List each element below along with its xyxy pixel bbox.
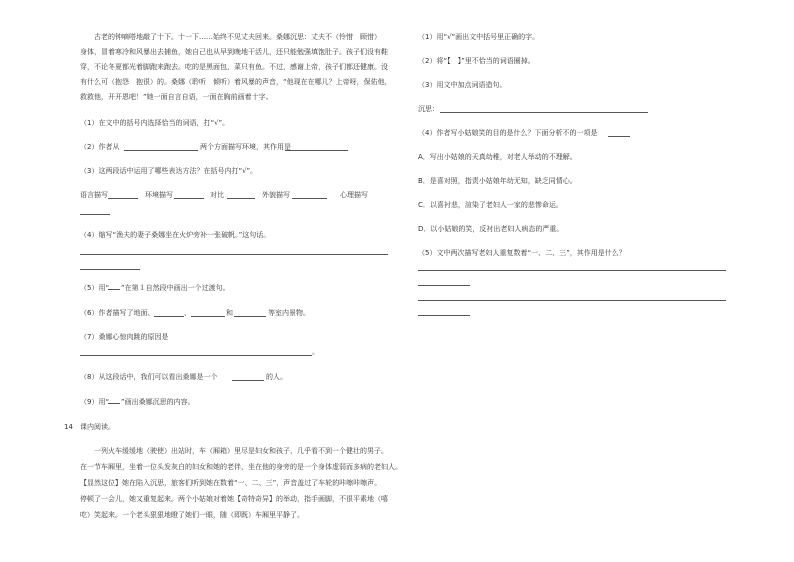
answer-blank[interactable] bbox=[108, 198, 138, 199]
answer-blank[interactable] bbox=[227, 198, 255, 199]
answer-line[interactable] bbox=[440, 112, 648, 113]
question-7: （7）桑娜心惊肉跳的原因是 bbox=[80, 333, 169, 341]
answer-line[interactable] bbox=[418, 300, 726, 301]
option-appearance: 外貌描写 bbox=[262, 191, 290, 199]
question-3: （3）这两段话中运用了哪些表达方法？在括号内打“√”。 bbox=[80, 167, 258, 175]
question-6-and: 和 bbox=[226, 309, 233, 317]
answer-blank[interactable] bbox=[108, 289, 120, 290]
answer-blank[interactable] bbox=[232, 380, 264, 381]
question-14-title: 课内阅读。 bbox=[80, 423, 115, 431]
passage2-line: 停顿了一会儿，她又重复起来。两个小姑娘对着她【奇特奇异】的举动，指手画脚，不很平素地（嘻 bbox=[80, 495, 388, 503]
question-6-prefix: （6）作者描写了地面、 bbox=[80, 309, 155, 317]
passage2-line: 在一节车厢里，坐着一位头发灰白的妇女和她的老伴，坐在他的身旁的是一个身体虚弱而多病的老妇人。 bbox=[80, 463, 402, 471]
option-a: A．写出小姑娘的天真幼稚，对老人举动的不理解。 bbox=[418, 153, 577, 161]
option-contrast: 对比 bbox=[210, 191, 224, 199]
question-6-suffix: 等室内景物。 bbox=[268, 309, 310, 317]
answer-blank[interactable] bbox=[108, 403, 120, 404]
answer-blank[interactable] bbox=[285, 150, 348, 151]
passage2-line: 【显然这位】她在陷入沉思，旅客们听到她在数着“一、二、三”，声音盖过了车轮的咔嚓咔嚓声。 bbox=[80, 479, 382, 487]
answer-line[interactable] bbox=[418, 270, 726, 271]
option-c: C．以喜衬悲，渲染了老妇人一家的悲惨命运。 bbox=[418, 201, 563, 209]
option-environment: 环境描写 bbox=[145, 191, 173, 199]
question-9-prefix: （9）用“ bbox=[80, 398, 110, 406]
option-language: 语言描写 bbox=[80, 191, 108, 199]
question-5-suffix: ”在第１自然段中画出一个过渡句。 bbox=[121, 284, 230, 292]
right-question-3: （3）用文中加点词语造句。 bbox=[418, 81, 507, 89]
option-psychology: 心理描写 bbox=[340, 191, 368, 199]
answer-line[interactable] bbox=[80, 269, 140, 270]
answer-blank[interactable] bbox=[191, 316, 225, 317]
question-2-middle: 两个方面描写环境，其作用是 bbox=[200, 143, 291, 151]
question-6-sep: 、 bbox=[184, 309, 191, 317]
right-question-1: （1）用“√”画出文中括号里正确的字。 bbox=[418, 33, 540, 41]
option-d: D．以小姑娘的笑，反衬出老妇人病态的严重。 bbox=[418, 225, 564, 233]
passage2-line: 一列火车缓缓地（驶使）出站时，车（厢箱）里尽是妇女和孩子，几乎看不到一个健壮的男子。 bbox=[94, 447, 388, 455]
option-b: B．是喜对照，指责小姑娘年幼无知，缺乏同情心。 bbox=[418, 177, 577, 185]
question-14-number: 14 bbox=[64, 423, 73, 431]
question-2-prefix: （2）作者从 bbox=[80, 143, 120, 151]
passage-line: 穿，不论冬夏都光着脚跑来跑去。吃的是黑面包，菜只有鱼。不过，感谢上帝，孩子们都还健康。没 bbox=[80, 63, 388, 71]
answer-blank[interactable] bbox=[608, 136, 630, 137]
right-question-5: （5）文中两次描写老妇人重复数着“一、二、三”，其作用是什么？ bbox=[418, 249, 626, 257]
question-4: （4）缩写“渔夫的妻子桑娜坐在火炉旁补一张破帆。”这句话。 bbox=[80, 231, 271, 239]
passage-line: 救救他，开开恩吧！”她一面自言自语，一面在胸前画着十字。 bbox=[80, 93, 273, 101]
passage-line: 古老的钟嘀嗒地敲了十下。十一下……始终不见丈夫回来。桑娜沉思：丈夫不（怜惜 顾惜） bbox=[94, 33, 381, 41]
answer-line[interactable] bbox=[80, 254, 388, 255]
question-8-suffix: 的人。 bbox=[266, 373, 287, 381]
passage-line: 身体，冒着寒冷和风暴出去捕鱼，她自己也从早到晚地干活儿，还只能勉强填饱肚子。孩子们没有鞋 bbox=[80, 48, 388, 56]
passage2-line: 吃）笑起来。一个老头狠狠地瞪了她们一眼，随（即既）车厢里平静了。 bbox=[80, 511, 304, 519]
answer-line[interactable] bbox=[418, 285, 470, 286]
passage-line: 有什么可（抱怨 抱很）的。桑娜（聆听 倾听）着风暴的声音，“他现在在哪儿？上帝呀，保佑他， bbox=[80, 78, 392, 86]
answer-line[interactable] bbox=[418, 315, 470, 316]
right-question-3-label: 沉思： bbox=[418, 105, 439, 113]
question-9-suffix: ”画出桑娜沉思的内容。 bbox=[121, 398, 195, 406]
period: 。 bbox=[312, 348, 319, 356]
answer-blank[interactable] bbox=[154, 316, 184, 317]
answer-blank[interactable] bbox=[174, 198, 204, 199]
answer-line[interactable] bbox=[80, 355, 312, 356]
right-question-2: （2）将“【 】”里不恰当的词语圈掉。 bbox=[418, 57, 535, 65]
question-8-prefix: （8）从这段话中，我们可以看出桑娜是一个 bbox=[80, 373, 218, 381]
question-5-prefix: （5）用“ bbox=[80, 284, 110, 292]
question-1: （1）在文中的括号内选择恰当的词语，打“√”。 bbox=[80, 119, 230, 127]
right-question-4: （4）作者写小姑娘笑的目的是什么？下面分析不的一项是 bbox=[418, 129, 598, 137]
answer-blank[interactable] bbox=[80, 214, 110, 215]
answer-blank[interactable] bbox=[124, 150, 198, 151]
answer-blank[interactable] bbox=[292, 198, 327, 199]
answer-blank[interactable] bbox=[234, 316, 266, 317]
